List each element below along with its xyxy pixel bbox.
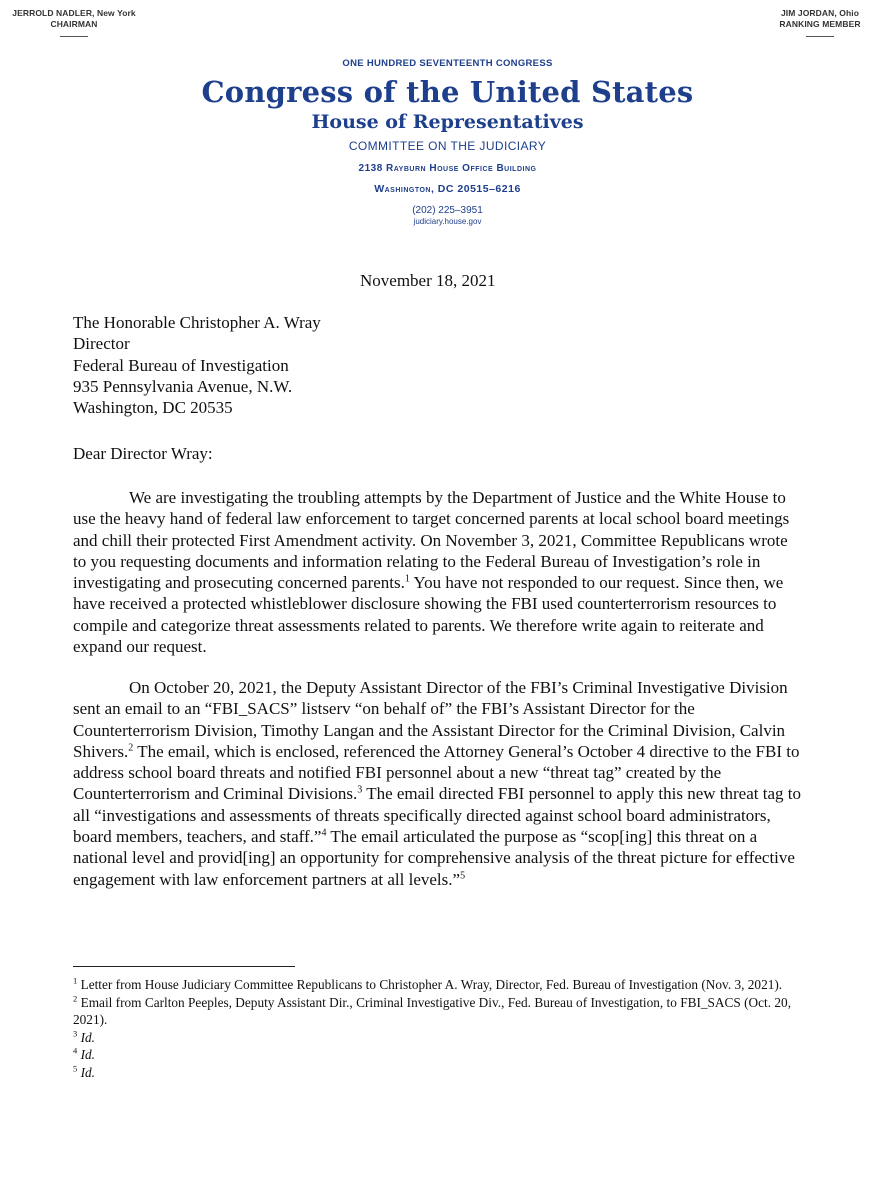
ranking-member-title: RANKING MEMBER xyxy=(779,19,861,29)
footnote-text: Id. xyxy=(77,1047,95,1062)
letter-date: November 18, 2021 xyxy=(360,271,496,290)
paragraph-1 xyxy=(73,487,803,657)
committee-website: judiciary.house.gov xyxy=(413,217,482,226)
footnote-text: Id. xyxy=(77,1029,95,1045)
footnote-number: 2 xyxy=(73,993,78,1004)
footnote xyxy=(73,1029,813,1047)
footnotes xyxy=(73,976,813,1081)
paragraph-2-text: The email directed FBI personnel to apply this new threat tag to all “investigations and assessments of threats specifically directed against school board administrators, board members, teachers, and staff.” xyxy=(73,784,801,847)
footnote-ref: 2 xyxy=(128,742,134,754)
footnote-divider xyxy=(73,966,295,967)
recipient-line: Federal Bureau of Investigation xyxy=(73,355,289,375)
recipient-line: Washington, DC 20535 xyxy=(73,398,233,418)
footnote-text: Email from Carlton Peeples, Deputy Assistant Dir., Criminal Investigative Div., Fed. Bureau of Investigation, to FBI_SACS (Oct. 20, 2021). xyxy=(73,994,792,1027)
paragraph-2-text: On October 20, 2021, the Deputy Assistant Director of the FBI’s Criminal Investigative Division sent an email to an “FBI_SACS” listserv “on behalf of” the FBI’s Assistant Director for the Counterterrorism Division, Timothy Langan and the Assistant Director for the Criminal Division, Calvin Shivers. xyxy=(73,678,788,761)
paragraph-1-text: We are investigating the troubling attempts by the Department of Justice and the White House to use the heavy hand of federal law enforcement to target concerned parents at local school board meetings and chill their protected First Amendment activity. On November 3, 2021, Committee Republicans wrote to you requesting documents and information relating to the Federal Bureau of Investigation’s role in investigating and prosecuting concerned parents. xyxy=(73,488,790,593)
footnote-ref: 1 xyxy=(404,573,410,585)
paragraph-2-text: The email, which is enclosed, referenced the Attorney General’s October 4 directive to the FBI to address school board threats and notified FBI personnel about a new “threat tag” created by the Counterterrorism and Criminal Divisions. xyxy=(73,741,800,804)
letterhead-house: House of Representatives xyxy=(311,111,584,133)
footnote-text: Letter from House Judiciary Committee Republicans to Christopher A. Wray, Director, Fed. Bureau of Investigation (Nov. 3, 2021). xyxy=(77,977,783,992)
paragraph-2 xyxy=(73,677,803,890)
paragraph-1-text: You have not responded to our request. Since then, we have received a protected whistleblower disclosure showing the FBI used counterterrorism resources to compile and categorize threat assessments related to parents. We therefore write again to reiterate and expand our request. xyxy=(73,573,784,657)
recipient-line: The Honorable Christopher A. Wray xyxy=(73,313,321,332)
committee-name: COMMITTEE ON THE JUDICIARY xyxy=(348,139,547,153)
recipient-address xyxy=(73,312,803,418)
footnote-number: 5 xyxy=(73,1063,78,1074)
chairman-divider xyxy=(60,36,88,37)
ranking-member-block xyxy=(765,8,875,37)
footnote-number: 1 xyxy=(73,975,78,986)
recipient-line: Director xyxy=(73,334,130,354)
footnote-ref: 4 xyxy=(321,827,327,839)
recipient-line: 935 Pennsylvania Avenue, N.W. xyxy=(73,376,293,396)
office-address: 2138 Rayburn House Office Building xyxy=(358,163,537,174)
footnote-number: 4 xyxy=(73,1045,78,1056)
footnote xyxy=(73,994,813,1029)
footnote-text: Id. xyxy=(77,1064,95,1080)
footnote-number: 3 xyxy=(73,1028,78,1039)
salutation: Dear Director Wray: xyxy=(73,444,213,463)
letterhead xyxy=(0,58,895,226)
footnote-ref: 3 xyxy=(357,784,363,796)
office-phone: (202) 225–3951 xyxy=(412,205,483,216)
chairman-block xyxy=(4,8,144,37)
footnote xyxy=(73,1046,813,1064)
footnote xyxy=(73,1064,813,1082)
paragraph-2-text: The email articulated the purpose as “scop[ing] this threat on a national level and provid[ing] an opportunity for comprehensive analysis of the threat picture for effective engagement with law enforcement partners at all levels.” xyxy=(73,827,795,889)
footnote xyxy=(73,976,813,994)
congress-number: ONE HUNDRED SEVENTEENTH CONGRESS xyxy=(342,58,553,69)
footnote-ref: 5 xyxy=(460,870,466,882)
chairman-name: JERROLD NADLER, New York xyxy=(12,8,136,18)
office-city: Washington, DC 20515–6216 xyxy=(374,183,521,195)
ranking-member-divider xyxy=(806,36,834,37)
ranking-member-name: JIM JORDAN, Ohio xyxy=(780,8,860,18)
chairman-title: CHAIRMAN xyxy=(50,19,98,29)
letterhead-title: Congress of the United States xyxy=(201,75,694,109)
